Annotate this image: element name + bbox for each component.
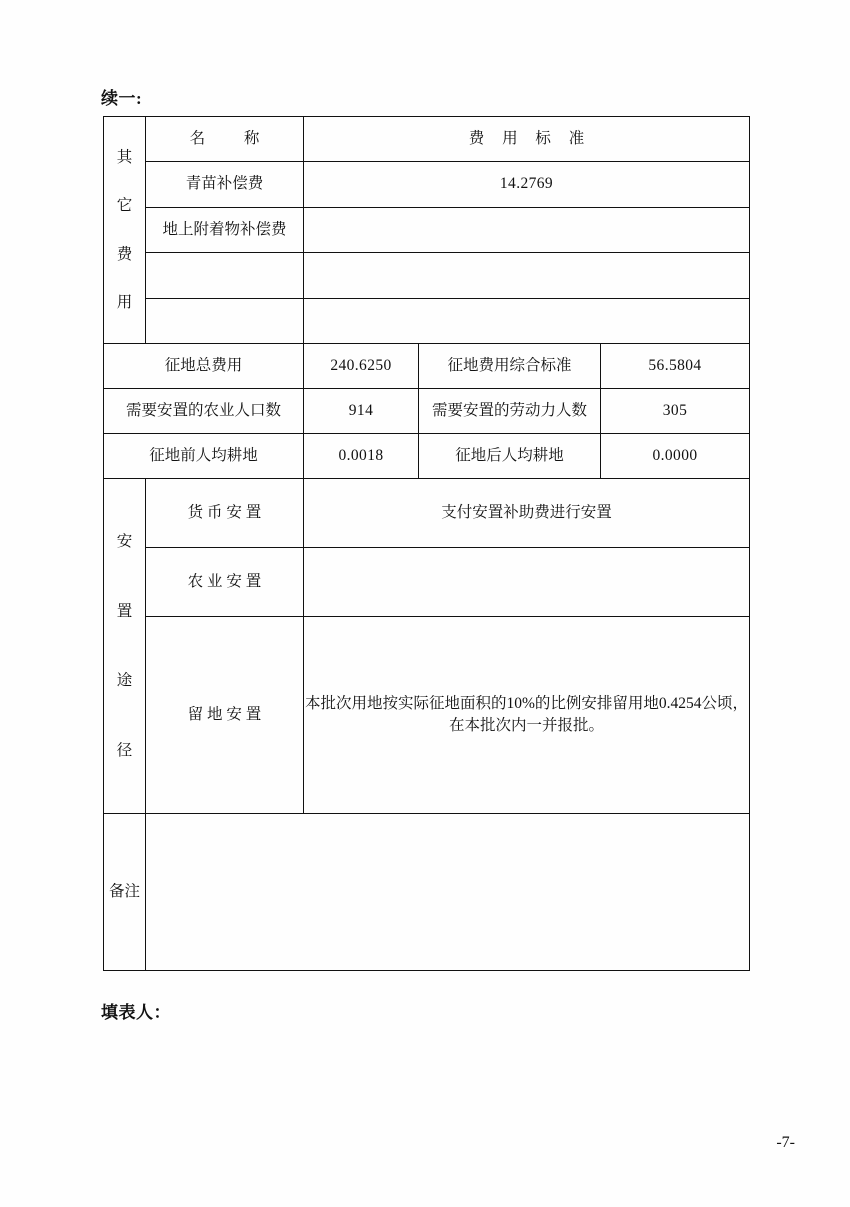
continuation-caption: 续一: bbox=[101, 89, 143, 108]
table-row bbox=[104, 207, 750, 252]
table-row bbox=[104, 479, 750, 548]
value-agri-population: 914 bbox=[304, 389, 419, 434]
content-monetary-resettlement: 支付安置补助费进行安置 bbox=[304, 479, 750, 548]
fee-name-attachments: 地上附着物补偿费 bbox=[146, 207, 304, 252]
label-farmland-before: 征地前人均耕地 bbox=[104, 434, 304, 479]
section-label-char: 用 bbox=[116, 294, 133, 312]
section-label-char: 径 bbox=[116, 742, 133, 760]
table-row bbox=[104, 814, 750, 971]
table-row bbox=[104, 344, 750, 389]
value-farmland-before: 0.0018 bbox=[304, 434, 419, 479]
fee-standard-empty-1 bbox=[304, 253, 750, 298]
value-comprehensive-standard: 56.5804 bbox=[601, 344, 750, 389]
label-agri-population: 需要安置的农业人口数 bbox=[104, 389, 304, 434]
section-label-char: 其 bbox=[116, 148, 133, 166]
section-label-resettlement bbox=[104, 479, 146, 814]
content-agricultural-resettlement bbox=[304, 548, 750, 617]
content-land-reserve-resettlement: 本批次用地按实际征地面积的10%的比例安排留用地0.4254公顷，在本批次内一并报批。 bbox=[304, 617, 750, 814]
fee-standard-empty-2 bbox=[304, 298, 750, 343]
label-land-reserve-resettlement: 留 地 安 置 bbox=[146, 617, 304, 814]
table-row bbox=[104, 162, 750, 207]
fee-standard-seedling: 14.2769 bbox=[304, 162, 750, 207]
column-header-name: 名 称 bbox=[146, 117, 304, 162]
table-row bbox=[104, 434, 750, 479]
section-label-char: 它 bbox=[116, 197, 133, 215]
table-row bbox=[104, 298, 750, 343]
column-header-standard: 费 用 标 准 bbox=[304, 117, 750, 162]
table-row bbox=[104, 117, 750, 162]
fee-name-empty-2 bbox=[146, 298, 304, 343]
table-row bbox=[104, 253, 750, 298]
page-number-text: -7- bbox=[776, 1134, 795, 1151]
label-total-fee: 征地总费用 bbox=[104, 344, 304, 389]
section-label-char: 置 bbox=[116, 602, 133, 620]
label-labor-force: 需要安置的劳动力人数 bbox=[419, 389, 601, 434]
table-row bbox=[104, 548, 750, 617]
value-labor-force: 305 bbox=[601, 389, 750, 434]
section-label-char: 费 bbox=[116, 245, 133, 263]
fee-name-seedling: 青苗补偿费 bbox=[146, 162, 304, 207]
value-total-fee: 240.6250 bbox=[304, 344, 419, 389]
label-remarks: 备注 bbox=[104, 814, 146, 971]
land-acquisition-table bbox=[103, 116, 750, 971]
table-row bbox=[104, 617, 750, 814]
content-remarks bbox=[146, 814, 750, 971]
form-filler-label: 填表人： bbox=[101, 1003, 171, 1022]
section-label-char: 途 bbox=[116, 672, 133, 690]
table-row bbox=[104, 389, 750, 434]
section-label-char: 安 bbox=[116, 532, 133, 550]
section-label-other-fees bbox=[104, 117, 146, 344]
label-monetary-resettlement: 货 币 安 置 bbox=[146, 479, 304, 548]
fee-name-empty-1 bbox=[146, 253, 304, 298]
value-farmland-after: 0.0000 bbox=[601, 434, 750, 479]
label-farmland-after: 征地后人均耕地 bbox=[419, 434, 601, 479]
fee-standard-attachments bbox=[304, 207, 750, 252]
label-agricultural-resettlement: 农 业 安 置 bbox=[146, 548, 304, 617]
label-comprehensive-standard: 征地费用综合标准 bbox=[419, 344, 601, 389]
